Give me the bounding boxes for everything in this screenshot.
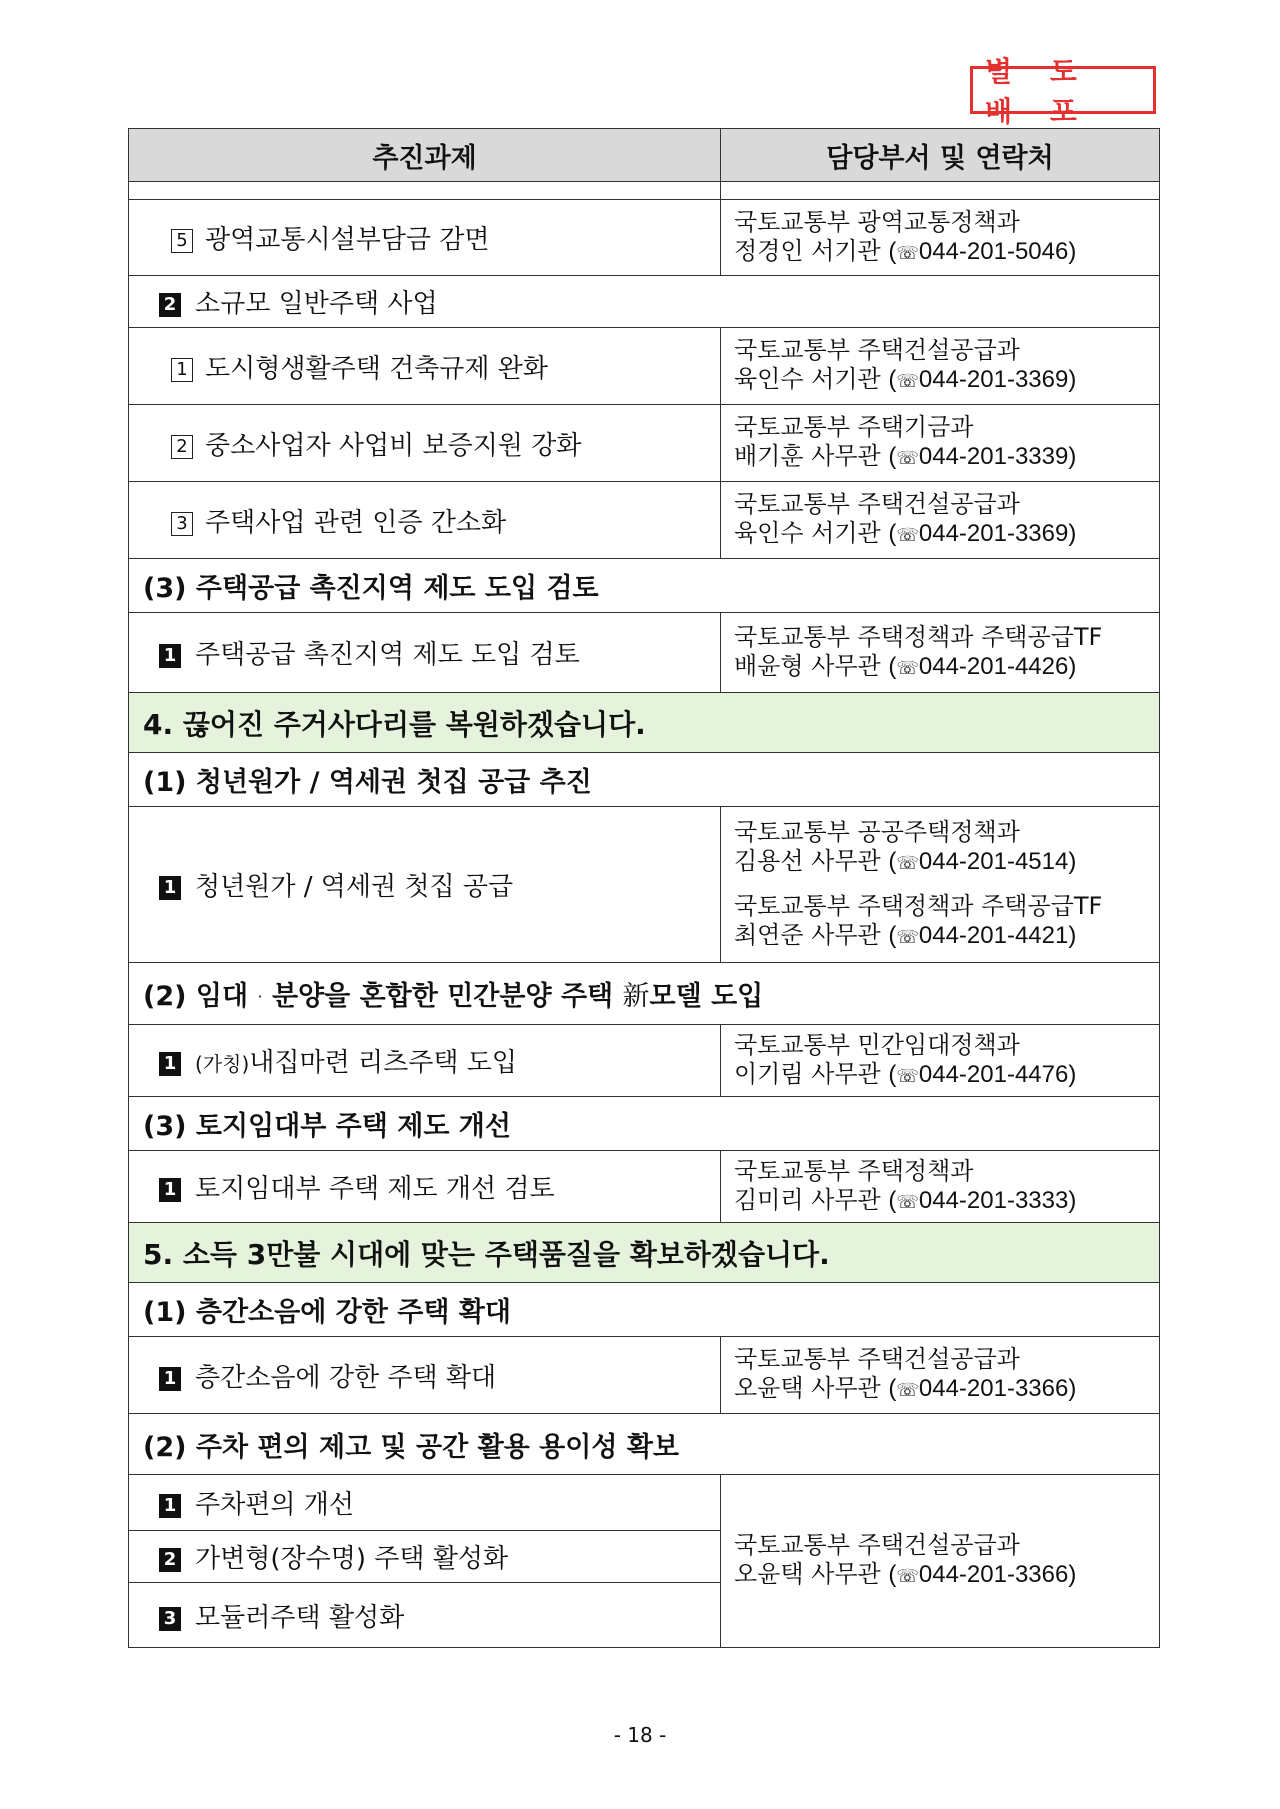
- phone-icon: ☏: [896, 242, 919, 263]
- item-number: 1: [159, 1178, 181, 1202]
- header-contact: 담당부서 및 연락처: [721, 129, 1160, 182]
- phone-number: 044-201-3369: [918, 520, 1069, 547]
- item-number: 1: [159, 876, 181, 900]
- dept: 국토교통부 주택기금과: [734, 413, 974, 441]
- task-cell: [129, 613, 721, 693]
- section-row: [129, 1414, 1160, 1475]
- task-cell: [129, 1475, 721, 1531]
- item-number: 2: [171, 435, 193, 459]
- item-number: 3: [159, 1607, 181, 1631]
- section-row: [129, 753, 1160, 807]
- task-label: 청년원가 / 역세권 첫집 공급: [195, 872, 514, 902]
- phone-number: 044-201-4476: [918, 1060, 1069, 1088]
- task-label: 모듈러주택 활성화: [195, 1602, 405, 1633]
- item-number: 5: [171, 229, 193, 253]
- table-row: [129, 405, 1160, 482]
- person: 김미리 사무관: [734, 1185, 881, 1214]
- section-title: (3) 토지임대부 주택 제도 개선: [129, 1097, 1160, 1151]
- contact-cell: 국토교통부 주택건설공급과 오윤택 사무관 (☏044-201-3366): [721, 1475, 1160, 1648]
- dept: 국토교통부 주택건설공급과: [734, 336, 1020, 364]
- phone-icon: ☏: [896, 926, 919, 947]
- person: 육인수 서기관: [734, 365, 881, 393]
- table-row: [129, 1025, 1160, 1097]
- section-row: [129, 1283, 1160, 1337]
- section-title: (3) 주택공급 촉진지역 제도 도입 검토: [129, 559, 1160, 613]
- phone-number: 044-201-4426: [918, 652, 1069, 680]
- phone-icon: ☏: [896, 1065, 919, 1086]
- section-row: [129, 963, 1160, 1025]
- task-label: 중소사업자 사업비 보증지원 강화: [205, 430, 582, 461]
- task-cell: [129, 1583, 721, 1648]
- table-header-row: [129, 129, 1160, 182]
- task-cell: [129, 200, 721, 276]
- item-number: 2: [159, 293, 181, 317]
- item-number: 2: [159, 1548, 181, 1572]
- section-title: (2) 주차 편의 제고 및 공간 활용 용이성 확보: [129, 1414, 1160, 1475]
- person: 육인수 서기관: [734, 519, 881, 547]
- section-title: (1) 청년원가 / 역세권 첫집 공급 추진: [129, 753, 1160, 807]
- table-row: [129, 328, 1160, 405]
- phone-icon: ☏: [896, 525, 919, 545]
- item-number: 1: [159, 1494, 181, 1518]
- person: 정경인 서기관: [734, 236, 881, 265]
- major-heading: 5. 소득 3만불 시대에 맞는 주택품질을 확보하겠습니다.: [129, 1223, 1160, 1283]
- separate-distribution-stamp: 별 도 배 포: [970, 66, 1156, 114]
- phone-number: 044-201-3369: [918, 366, 1069, 393]
- person: 이기림 사무관: [734, 1059, 881, 1088]
- item-number: 1: [171, 358, 193, 382]
- item-number: 1: [159, 1052, 181, 1076]
- task-label: 주택사업 관련 인증 간소화: [205, 507, 507, 538]
- contact-cell: 국토교통부 공공주택정책과 김용선 사무관 (☏044-201-4514) 국토교통부 주택정책과 주택공급TF 최연준 사무관 (☏044-201-4421): [721, 807, 1160, 963]
- dept: 국토교통부 주택정책과 주택공급TF: [734, 622, 1103, 651]
- table-row: [129, 1475, 1160, 1531]
- contact-cell: 국토교통부 주택정책과 김미리 사무관 (☏044-201-3333): [721, 1151, 1160, 1223]
- section-title: (1) 층간소음에 강한 주택 확대: [129, 1283, 1160, 1337]
- dept: 국토교통부 민간임대정책과: [734, 1030, 1020, 1059]
- phone-number: 044-201-3333: [918, 1186, 1069, 1214]
- person: 배기훈 사무관: [734, 442, 881, 470]
- phone-icon: ☏: [896, 1380, 919, 1400]
- dept: 국토교통부 주택건설공급과: [734, 1531, 1020, 1559]
- task-label: 층간소음에 강한 주택 확대: [195, 1362, 497, 1393]
- item-number: 1: [159, 1367, 181, 1391]
- section-row: [129, 559, 1160, 613]
- task-label: 주차편의 개선: [195, 1490, 354, 1520]
- spacer-row: [129, 182, 1160, 200]
- task-cell: [129, 1337, 721, 1414]
- person: 오윤택 사무관: [734, 1560, 881, 1588]
- task-cell: [129, 405, 721, 482]
- phone-icon: ☏: [896, 448, 919, 468]
- dept: 국토교통부 광역교통정책과: [734, 207, 1020, 236]
- item-number: 1: [159, 644, 181, 668]
- task-cell: [129, 328, 721, 405]
- section-title: (2) 임대 · 분양을 혼합한 민간분양 주택 新모델 도입: [129, 963, 1160, 1025]
- phone-icon: ☏: [896, 1566, 919, 1586]
- contact-cell: 국토교통부 주택정책과 주택공급TF 배윤형 사무관 (☏044-201-4426): [721, 613, 1160, 693]
- contact-cell: 국토교통부 주택건설공급과 오윤택 사무관 (☏044-201-3366): [721, 1337, 1160, 1414]
- task-cell: [129, 807, 721, 963]
- phone-icon: ☏: [896, 371, 919, 391]
- dept: 국토교통부 주택건설공급과: [734, 490, 1020, 518]
- item-number: 3: [171, 512, 193, 536]
- task-cell: [129, 276, 1160, 328]
- page-number: - 18 -: [613, 1723, 667, 1747]
- contact-cell: 국토교통부 주택건설공급과 육인수 서기관 (☏044-201-3369): [721, 482, 1160, 559]
- phone-icon: ☏: [896, 1191, 919, 1212]
- table-row: [129, 482, 1160, 559]
- contact-cell: 국토교통부 주택건설공급과 육인수 서기관 (☏044-201-3369): [721, 328, 1160, 405]
- dept: 국토교통부 주택정책과 주택공급TF: [734, 891, 1103, 920]
- task-cell: [129, 1025, 721, 1097]
- phone-number: 044-201-3366: [918, 1375, 1069, 1402]
- task-label: 주택공급 촉진지역 제도 도입 검토: [195, 640, 580, 670]
- header-task: 추진과제: [129, 129, 721, 182]
- major-heading-row: [129, 693, 1160, 753]
- table-row: [129, 807, 1160, 963]
- task-label: 가변형(장수명) 주택 활성화: [195, 1544, 509, 1574]
- phone-number: 044-201-4514: [918, 847, 1069, 875]
- task-label: 도시형생활주택 건축규제 완화: [205, 353, 549, 384]
- task-prefix: (가칭): [195, 1052, 250, 1076]
- phone-number: 044-201-5046: [918, 237, 1069, 265]
- phone-icon: ☏: [896, 657, 919, 678]
- task-cell: [129, 1531, 721, 1583]
- table-row: [129, 276, 1160, 328]
- task-label: 내집마련 리츠주택 도입: [249, 1048, 517, 1078]
- dept: 국토교통부 주택정책과: [734, 1156, 974, 1185]
- task-cell: [129, 482, 721, 559]
- table-row: [129, 613, 1160, 693]
- contact-cell: 국토교통부 광역교통정책과 정경인 서기관 (☏044-201-5046): [721, 200, 1160, 276]
- contact-cell: 국토교통부 주택기금과 배기훈 사무관 (☏044-201-3339): [721, 405, 1160, 482]
- task-label: 토지임대부 주택 제도 개선 검토: [195, 1174, 555, 1204]
- person: 배윤형 사무관: [734, 651, 881, 680]
- person: 김용선 사무관: [734, 846, 881, 875]
- dept: 국토교통부 주택건설공급과: [734, 1345, 1020, 1373]
- table-row: [129, 200, 1160, 276]
- person: 최연준 사무관: [734, 920, 881, 949]
- major-heading: 4. 끊어진 주거사다리를 복원하겠습니다.: [129, 693, 1160, 753]
- person: 오윤택 사무관: [734, 1374, 881, 1402]
- task-cell: [129, 1151, 721, 1223]
- table-row: [129, 1151, 1160, 1223]
- task-label: 소규모 일반주택 사업: [195, 289, 438, 319]
- contact-cell: 국토교통부 민간임대정책과 이기림 사무관 (☏044-201-4476): [721, 1025, 1160, 1097]
- phone-number: 044-201-3366: [918, 1561, 1069, 1588]
- task-contact-table: [128, 128, 1160, 1648]
- table-row: [129, 1337, 1160, 1414]
- major-heading-row: [129, 1223, 1160, 1283]
- phone-number: 044-201-3339: [918, 443, 1069, 470]
- task-label: 광역교통시설부담금 감면: [205, 225, 490, 255]
- phone-number: 044-201-4421: [918, 921, 1069, 949]
- section-row: [129, 1097, 1160, 1151]
- dept: 국토교통부 공공주택정책과: [734, 817, 1020, 846]
- phone-icon: ☏: [896, 852, 919, 873]
